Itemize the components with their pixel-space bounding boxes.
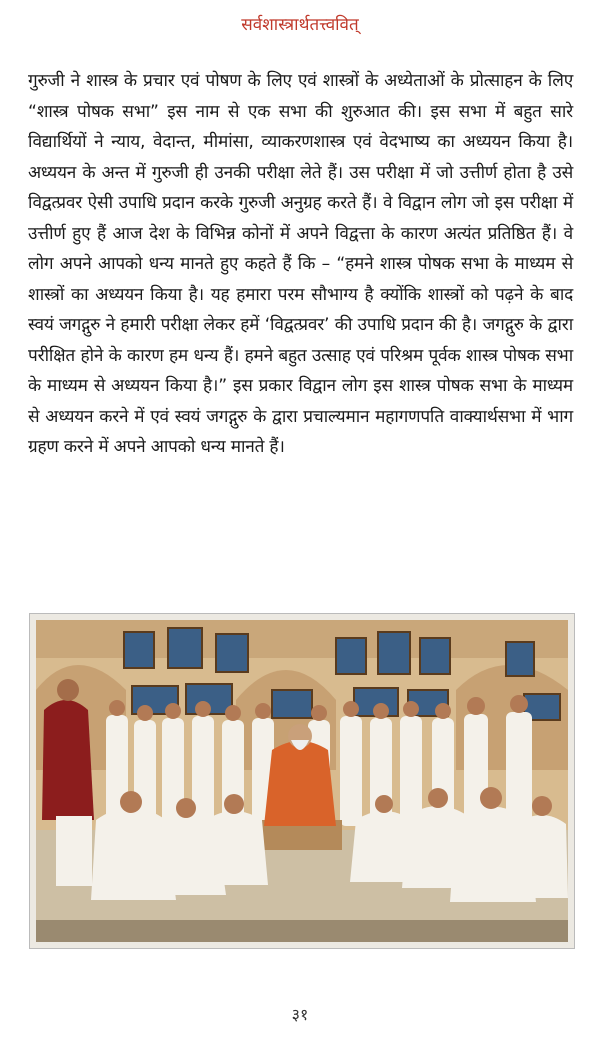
maroon-shawl-figure [42, 700, 94, 820]
seated-head [120, 791, 142, 813]
seated-head [176, 798, 196, 818]
guru-saffron-robe [264, 741, 336, 826]
standing-head [373, 703, 389, 719]
standing-head [137, 705, 153, 721]
seated-head [428, 788, 448, 808]
seated-head [480, 787, 502, 809]
standing-figure [340, 716, 362, 826]
standing-head [165, 703, 181, 719]
standing-head [343, 701, 359, 717]
wall-top-band [36, 620, 568, 658]
seated-head [224, 794, 244, 814]
standing-head [467, 697, 485, 715]
floor-edge [36, 920, 568, 942]
standing-head [403, 701, 419, 717]
wall-frame [272, 690, 312, 718]
wall-frame [420, 638, 450, 674]
seated-head [375, 795, 393, 813]
body-paragraph: गुरुजी ने शास्त्र के प्रचार एवं पोषण के लिए एवं शास्त्रों के अध्येताओं के प्रोत्साहन के लिए “शास्त्र पोषक सभा” इस नाम से एक सभा की शुरुआत की। इस सभा में बहुत सारे विद्यार्थियों ने न्याय, वेदान्त, मीमांसा, व्याकरणशास्त्र एवं वेदभाष्य का अध्ययन किया है। अध्ययन के अन्त में गुरुजी ही उनकी परीक्षा लेते हैं। उस परीक्षा में जो उत्तीर्ण होता है उसे विद्वत्प्रवर ऐसी उपाधि प्रदान करके गुरुजी अनुग्रह करते हैं। वे विद्वान लोग जो इस परीक्षा में उत्तीर्ण हुए हैं आज देश के विभिन्न कोनों में अपने विद्वत्ता के कारण अत्यंत प्रतिष्ठित हैं। वे लोग अपने आपको धन्य मानते हुए कहते हैं कि – “हमने शास्त्र पोषक सभा के माध्यम से शास्त्रों का अध्ययन किया है। यह हमारा परम सौभाग्य है क्योंकि शास्त्रों को पढ़ने के बाद स्वयं जगद्गुरु ने हमारी परीक्षा लेकर हमें ‘विद्वत्प्रवर’ की उपाधि प्रदान की है। जगद्गुरु के द्वारा परीक्षित होने के कारण हम धन्य हैं। हमने बहुत उत्साह एवं परिश्रम पूर्वक शास्त्र पोषक सभा के माध्यम से अध्ययन किया है।” इस प्रकार विद्वान लोग इस शास्त्र पोषक सभा के माध्यम से अध्ययन करने में एवं स्वयं जगद्गुरु के द्वारा प्रचाल्यमान महागणपति वाक्यार्थसभा में भाग ग्रहण करने में अपने आपको धन्य मानते हैं। [28, 71, 573, 457]
wall-frame [216, 634, 248, 672]
standing-head [510, 695, 528, 713]
standing-head [311, 705, 327, 721]
standing-figure [400, 716, 422, 826]
seated-head [532, 796, 552, 816]
group-photo [30, 614, 574, 948]
standing-head [109, 700, 125, 716]
wall-frame [506, 642, 534, 676]
standing-head [195, 701, 211, 717]
wall-frame [168, 628, 202, 668]
wall-frame [124, 632, 154, 668]
seated-figure [200, 811, 268, 885]
maroon-figure-head [57, 679, 79, 701]
standing-head [255, 703, 271, 719]
maroon-figure-dhoti [56, 816, 92, 886]
standing-head [435, 703, 451, 719]
group-photo-illustration [36, 620, 568, 942]
page-number: ३१ [291, 1005, 309, 1024]
running-title: सर्वशास्त्रार्थतत्त्ववित् [241, 15, 359, 35]
wall-frame [336, 638, 366, 674]
wall-frame [378, 632, 410, 674]
standing-head [225, 705, 241, 721]
seated-figure [512, 815, 568, 898]
